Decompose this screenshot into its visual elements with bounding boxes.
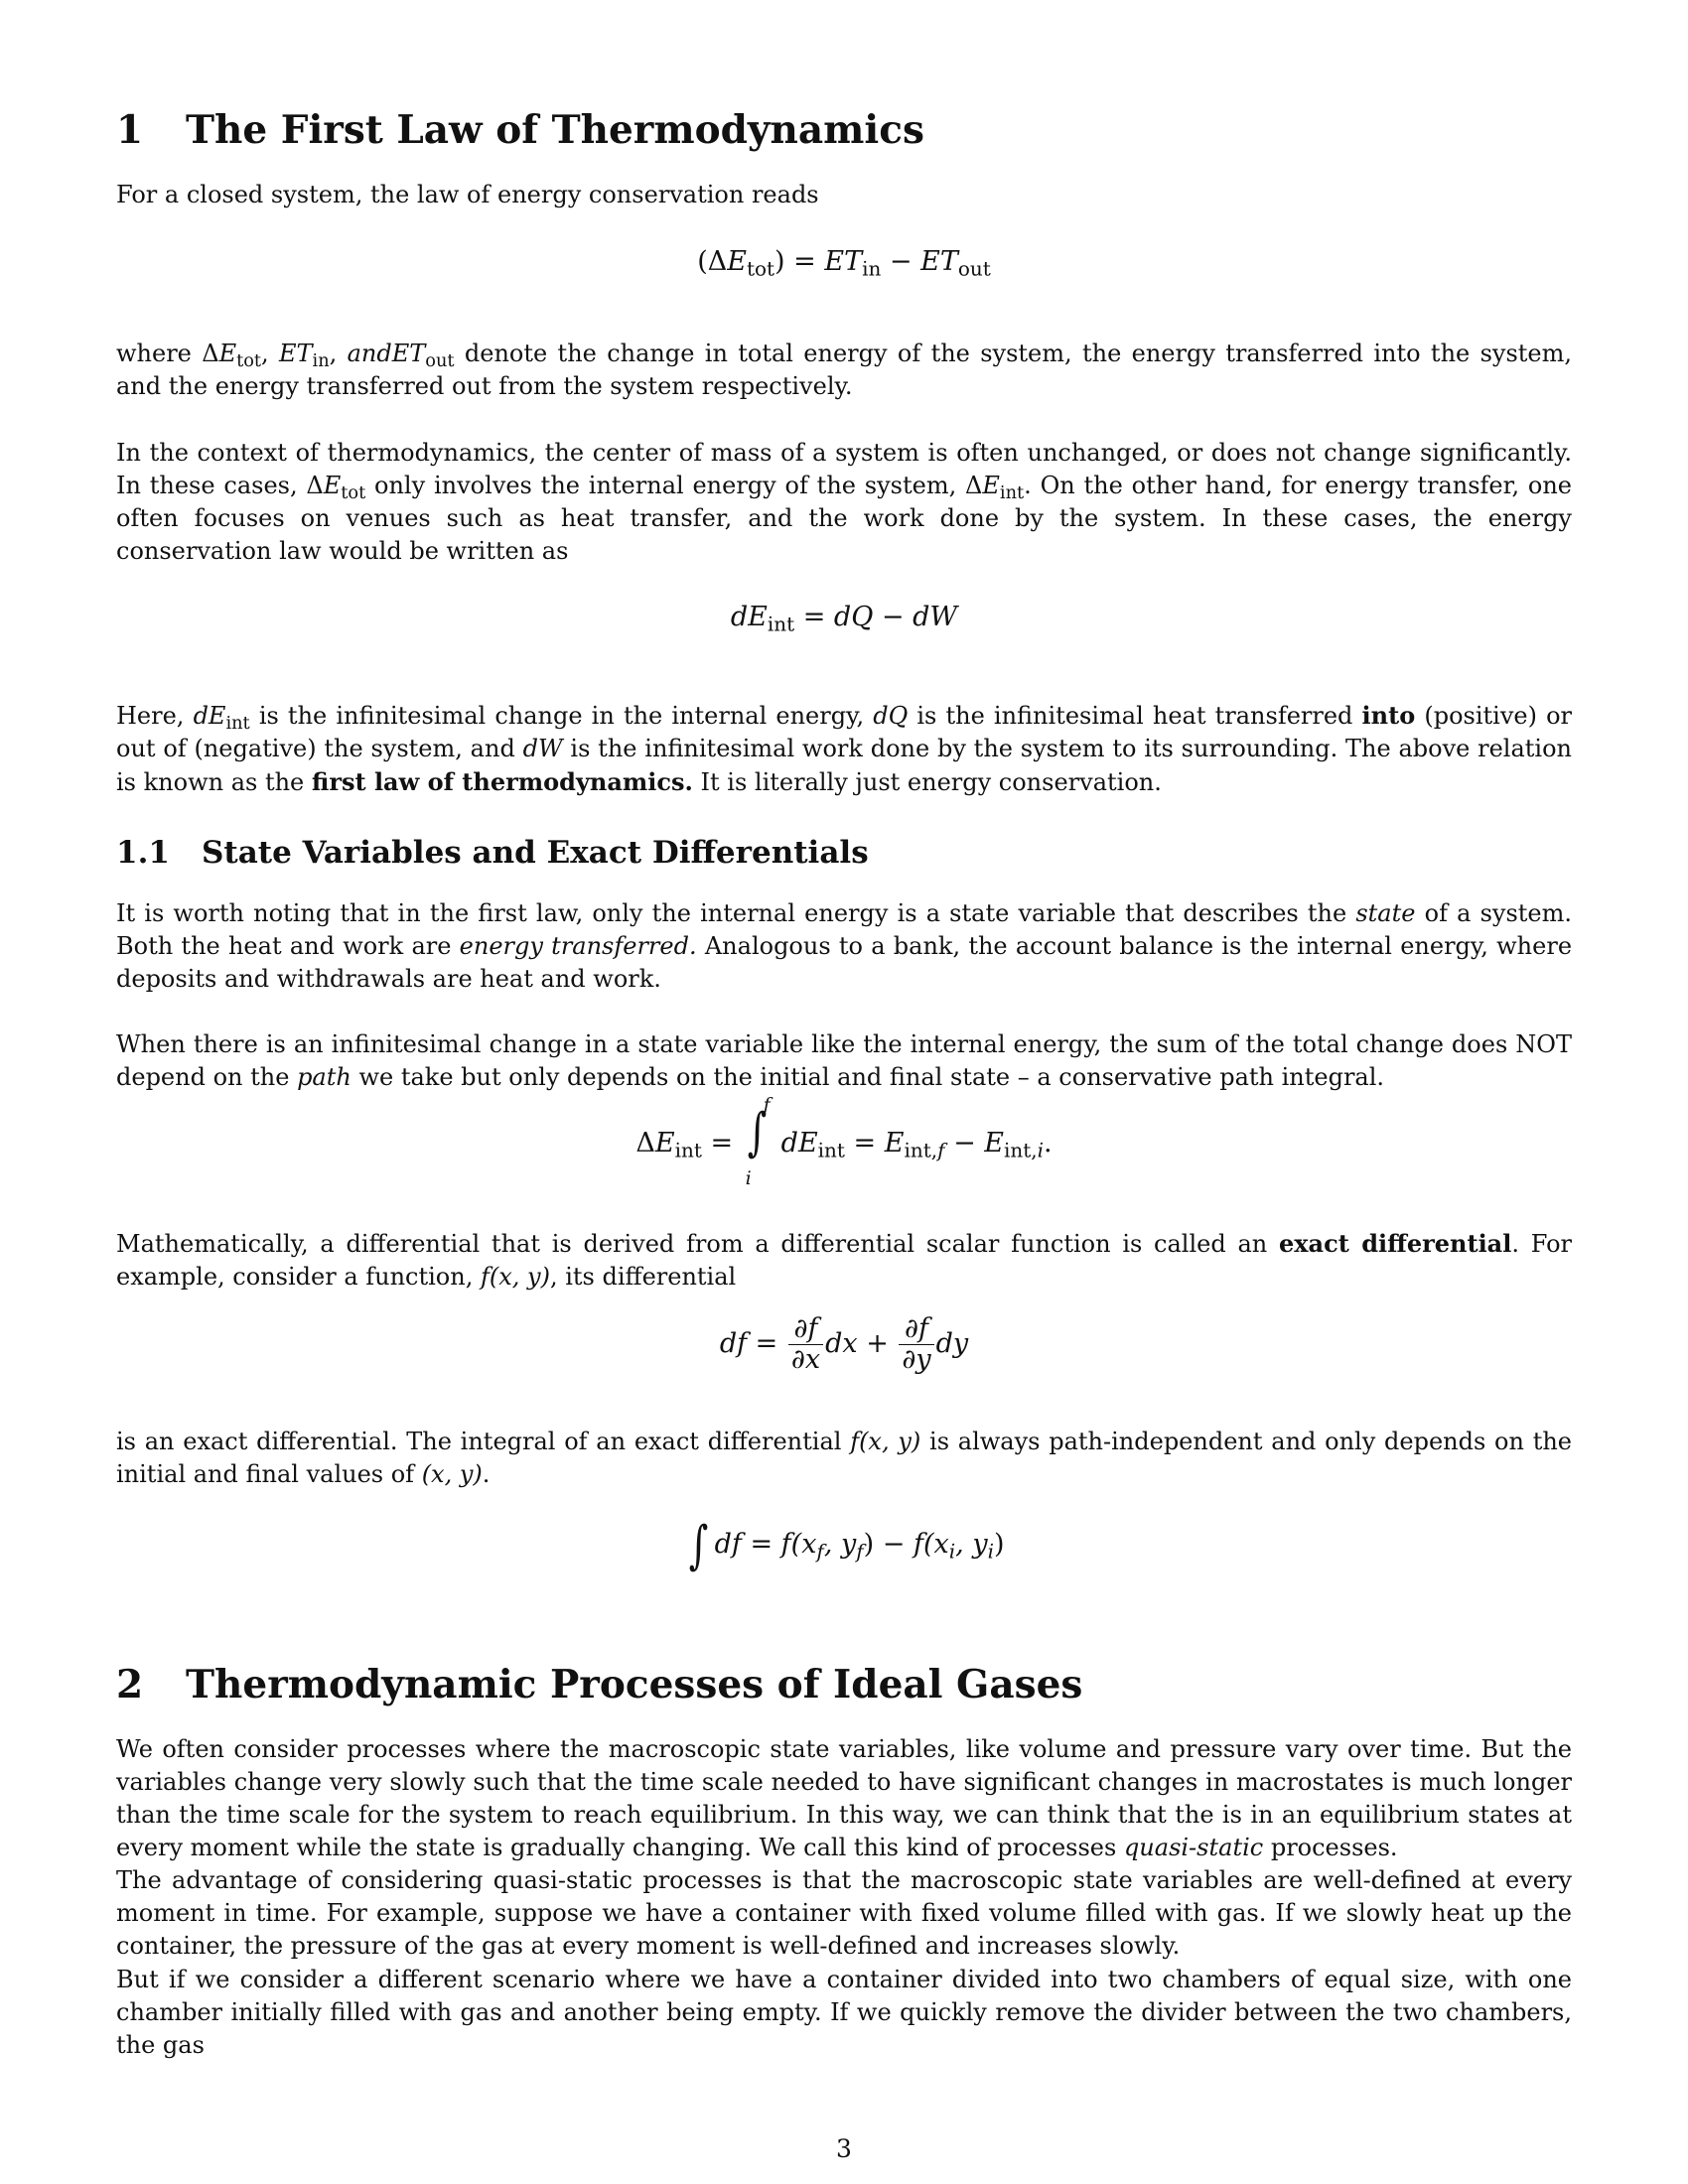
eq-sub: int bbox=[817, 1138, 845, 1162]
text-run: is the infinitesimal heat transferred bbox=[908, 702, 1362, 730]
eq-var: dW bbox=[913, 602, 958, 632]
math-var: (x, y) bbox=[421, 1460, 483, 1488]
eq-text: = bbox=[747, 1328, 786, 1359]
paragraph-scenario: But if we consider a different scenario where we have a container divided into two chambers of equal size, with one chamber initially filled with gas and another being empty. If we quickly remove the divider between the two chambers, the gas bbox=[116, 1966, 1572, 2059]
text-run: denote the change in total energy of the system, the energy transferred into the system, and the energy transferred out from the system respectively. bbox=[116, 340, 1572, 400]
paragraph-advantage: The advantage of considering quasi-static processes is that the macroscopic state variables are well-defined at every moment in time. For example, suppose we have a container with fixed volume filled with gas. If we slowly heat up the container, the pressure of the gas at every moment is well-defined and increases slowly. bbox=[116, 1866, 1572, 1960]
eq-text: = bbox=[701, 1128, 742, 1159]
text-run: Analogous to a bank, the account balance is the internal energy, where deposits and withdrawals are heat and work. bbox=[116, 932, 1573, 993]
text-run: . bbox=[482, 1460, 491, 1488]
eq-var: df bbox=[714, 1529, 742, 1560]
eq-var: (x bbox=[790, 1529, 817, 1560]
math-var: f(x, y) bbox=[850, 1428, 921, 1455]
paragraph-here-definitions bbox=[116, 699, 1572, 799]
eq-var: ET bbox=[920, 246, 958, 277]
equation-first-law bbox=[116, 598, 1572, 637]
text-run: It is literally just energy conservation. bbox=[692, 768, 1162, 796]
eq-sub: f bbox=[816, 1539, 824, 1564]
text-run: Here, bbox=[116, 702, 194, 730]
paragraph-state-variables bbox=[116, 897, 1572, 996]
paragraph-quasi-static bbox=[116, 1733, 1572, 1864]
eq-var: dQ bbox=[833, 602, 874, 632]
eq-sub: i bbox=[987, 1539, 994, 1564]
eq-text: . bbox=[1044, 1128, 1053, 1159]
integral-with-limits bbox=[742, 1093, 775, 1189]
section-heading-1 bbox=[116, 107, 1572, 153]
italic-text: state bbox=[1355, 899, 1416, 927]
integral-sign: ∫ bbox=[747, 1102, 767, 1162]
paragraph-path-independence bbox=[116, 1028, 1572, 1094]
eq-sub: out bbox=[957, 256, 991, 281]
eq-sub-var: i bbox=[1037, 1138, 1045, 1162]
upper-limit: f bbox=[763, 1093, 771, 1116]
math-sub: tot bbox=[236, 350, 262, 371]
math-var: ET bbox=[279, 340, 313, 367]
italic-text: path bbox=[297, 1063, 352, 1091]
paragraph-exact-integral bbox=[116, 1426, 1572, 1491]
eq-var: E bbox=[654, 1128, 675, 1159]
eq-text: − bbox=[944, 1128, 985, 1159]
eq-text: (Δ bbox=[697, 246, 728, 277]
paragraph-where-definitions bbox=[116, 338, 1572, 403]
text-run: Mathematically, a differential that is derived from a differential scalar function is called an bbox=[116, 1230, 1279, 1258]
denominator: ∂y bbox=[902, 1344, 931, 1375]
math-var: E bbox=[218, 340, 237, 367]
section-number: 1 bbox=[116, 107, 144, 153]
bold-text: first law of thermodynamics. bbox=[311, 767, 693, 796]
eq-sub-var: f bbox=[937, 1138, 945, 1162]
eq-text: + bbox=[857, 1328, 898, 1359]
equation-total-differential bbox=[116, 1308, 1572, 1384]
text-run: where Δ bbox=[116, 340, 219, 367]
equation-integral-exact bbox=[116, 1513, 1572, 1578]
text-run: In the context of thermodynamics, the center of mass of a system is often unchanged, or does not change significantly. In these cases, Δ bbox=[116, 439, 1572, 499]
eq-sub: tot bbox=[746, 256, 775, 281]
section-heading-2 bbox=[116, 1662, 1572, 1707]
text-run: of a system. Both the heat and work are bbox=[116, 899, 1572, 960]
eq-var: E bbox=[727, 246, 747, 277]
eq-sub: int, bbox=[1004, 1138, 1038, 1162]
italic-text: quasi-static bbox=[1123, 1834, 1264, 1861]
text-run: only involves the internal energy of the system, Δ bbox=[365, 472, 983, 499]
eq-sub: f bbox=[856, 1539, 864, 1564]
eq-sub: int bbox=[674, 1138, 702, 1162]
math-var: dE bbox=[193, 702, 226, 730]
text-run: processes. bbox=[1263, 1834, 1398, 1861]
eq-var: ET bbox=[824, 246, 863, 277]
eq-text: = bbox=[844, 1128, 885, 1159]
eq-text: − bbox=[881, 246, 921, 277]
eq-var: f bbox=[780, 1529, 791, 1560]
math-sub: in bbox=[312, 350, 330, 371]
math-sub: int bbox=[225, 713, 250, 734]
eq-text: = bbox=[794, 602, 834, 632]
text-run: . For example, consider a function, bbox=[116, 1230, 1572, 1291]
section-number: 2 bbox=[116, 1662, 144, 1707]
eq-var: dy bbox=[935, 1328, 969, 1359]
numerator: ∂f bbox=[899, 1314, 933, 1345]
subsection-title: State Variables and Exact Differentials bbox=[202, 835, 869, 871]
eq-text: Δ bbox=[635, 1128, 655, 1159]
italic-text: energy transferred. bbox=[459, 932, 697, 960]
text-run: . On the other hand, for energy transfer, one often focuses on venues such as heat transfer, and the work done by the system. In these cases, the energy conservation law would be written as bbox=[116, 472, 1573, 565]
eq-text: ) = bbox=[774, 246, 825, 277]
paragraph-intro: For a closed system, the law of energy conservation reads bbox=[116, 181, 819, 208]
eq-var: dE bbox=[730, 602, 768, 632]
text-run: , bbox=[329, 340, 348, 367]
subsection-number: 1.1 bbox=[116, 835, 170, 871]
eq-text: ) bbox=[863, 1529, 875, 1560]
text-run: It is worth noting that in the first law, only the internal energy is a state variable that describes the bbox=[116, 899, 1356, 927]
equation-energy-conservation bbox=[116, 242, 1572, 282]
numerator: ∂f bbox=[788, 1314, 823, 1345]
paragraph-exact-differential bbox=[116, 1227, 1572, 1294]
equation-delta-internal-energy bbox=[116, 1093, 1572, 1189]
bold-text: into bbox=[1361, 701, 1416, 730]
math-var: andET bbox=[347, 340, 426, 367]
eq-var: dx bbox=[825, 1328, 858, 1359]
math-sub: out bbox=[425, 350, 455, 371]
paragraph-context bbox=[116, 437, 1572, 568]
eq-var: dE bbox=[780, 1128, 818, 1159]
math-var: (x, y) bbox=[489, 1263, 550, 1291]
eq-var: (x bbox=[923, 1529, 949, 1560]
page-number: 3 bbox=[836, 2134, 852, 2163]
eq-var: , y bbox=[955, 1529, 988, 1560]
text-run: is always path-independent and only depends on the initial and final values of bbox=[116, 1428, 1573, 1488]
text-run: , bbox=[261, 340, 280, 367]
math-var: f bbox=[480, 1263, 490, 1291]
eq-var: , y bbox=[823, 1529, 857, 1560]
fraction-df-dx bbox=[788, 1314, 823, 1375]
text-run: , its differential bbox=[549, 1263, 737, 1291]
math-var: dW bbox=[522, 735, 563, 762]
math-var: dQ bbox=[873, 702, 909, 730]
eq-text: − bbox=[873, 602, 914, 632]
text-run: (positive) or out of (negative) the system, and bbox=[116, 702, 1572, 762]
eq-var: E bbox=[884, 1128, 905, 1159]
eq-text: ) bbox=[993, 1529, 1005, 1560]
eq-var: E bbox=[984, 1128, 1005, 1159]
section-title: Thermodynamic Processes of Ideal Gases bbox=[186, 1662, 1083, 1707]
text-run: is the infinitesimal work done by the system to its surrounding. The above relation is known as the bbox=[116, 735, 1573, 796]
math-var: E bbox=[982, 472, 1000, 499]
bold-text: exact differential bbox=[1278, 1229, 1512, 1258]
math-var: E bbox=[323, 472, 342, 499]
section-title: The First Law of Thermodynamics bbox=[186, 107, 924, 153]
text-run: When there is an infinitesimal change in a state variable like the internal energy, the sum of the total change does NOT depend on the bbox=[116, 1030, 1572, 1091]
subsection-heading-1-1 bbox=[116, 834, 1572, 872]
eq-var: f bbox=[914, 1529, 923, 1560]
eq-sub: int bbox=[767, 612, 795, 636]
integral-sign: ∫ bbox=[689, 1515, 709, 1575]
eq-var: df bbox=[719, 1328, 748, 1359]
lower-limit: i bbox=[745, 1166, 752, 1189]
eq-sub: int, bbox=[904, 1138, 938, 1162]
text-run: We often consider processes where the macroscopic state variables, like volume and pressure vary over time. But the variables change very slowly such that the time scale needed to have significant changes in macrostates is much longer than the time scale for the system to reach equilibrium. In this way, we can think that the is in an equilibrium states at every moment while the state is gradually changing. We call this kind of processes bbox=[116, 1735, 1572, 1861]
eq-sub: i bbox=[948, 1539, 956, 1564]
fraction-df-dy bbox=[899, 1314, 933, 1375]
eq-text: − bbox=[874, 1529, 914, 1560]
math-sub: tot bbox=[341, 482, 366, 503]
text-run: is the infinitesimal change in the internal energy, bbox=[249, 702, 874, 730]
math-sub: int bbox=[999, 482, 1025, 503]
text-run: is an exact differential. The integral of an exact differential bbox=[116, 1428, 851, 1455]
eq-sub: in bbox=[862, 256, 882, 281]
denominator: ∂x bbox=[790, 1344, 821, 1375]
eq-text: = bbox=[741, 1529, 781, 1560]
text-run: we take but only depends on the initial and final state – a conservative path integral. bbox=[351, 1063, 1385, 1091]
